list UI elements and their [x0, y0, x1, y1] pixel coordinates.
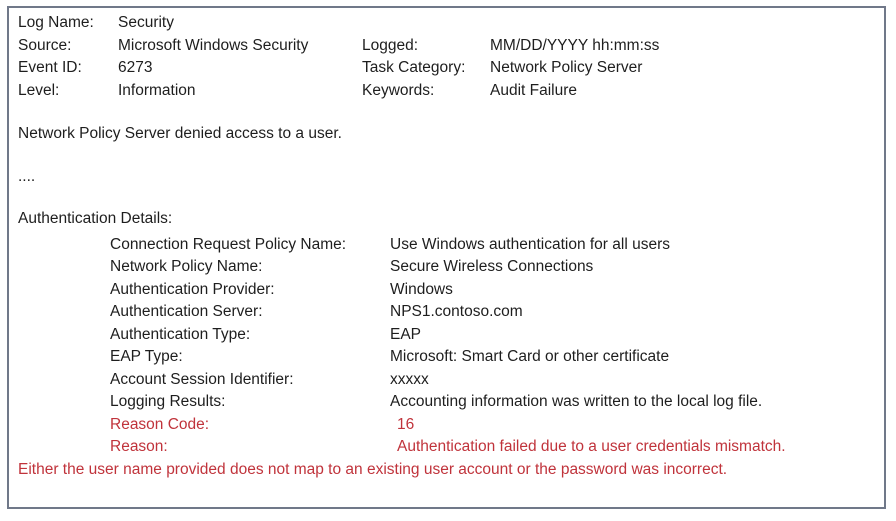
authentication-server-row: [110, 301, 878, 324]
eap-type-value: Microsoft: Smart Card or other certificate: [390, 348, 670, 365]
connection-request-policy-value: Use Windows authentication for all users: [390, 235, 670, 253]
authentication-server-label: Authentication Server:: [110, 303, 263, 320]
authentication-type-value: EAP: [390, 325, 422, 343]
source-value: Microsoft Windows Security: [118, 36, 309, 54]
event-log-box: [7, 6, 886, 509]
authentication-type-row: [110, 324, 878, 347]
authentication-provider-row: [110, 279, 878, 302]
keywords-label: Keywords:: [362, 81, 435, 99]
auth-details-list: [18, 234, 878, 459]
reason-code-value: 16: [397, 415, 415, 433]
account-session-identifier-row: [110, 369, 878, 392]
authentication-provider-value: Windows: [390, 280, 453, 298]
logged-value: MM/DD/YYYY hh:mm:ss: [490, 36, 660, 54]
logged-label: Logged:: [362, 36, 419, 54]
event-description: Network Policy Server denied access to a user.: [18, 125, 342, 142]
authentication-type-label: Authentication Type:: [110, 325, 251, 343]
authentication-provider-label: Authentication Provider:: [110, 280, 275, 298]
keywords-value: Audit Failure: [490, 81, 578, 99]
reason-label: Reason:: [110, 438, 168, 455]
authentication-server-value: NPS1.contoso.com: [390, 303, 523, 320]
log-name-value: Security: [118, 14, 174, 31]
account-session-identifier-value: xxxxx: [390, 370, 429, 388]
reason-code-row: [110, 414, 878, 437]
task-category-label: Task Category:: [362, 59, 466, 76]
logging-results-label: Logging Results:: [110, 393, 226, 410]
source-row: [18, 35, 878, 58]
connection-request-policy-row: [110, 234, 878, 257]
logging-results-row: [110, 391, 878, 414]
eap-type-label: EAP Type:: [110, 348, 183, 365]
auth-details-heading: Authentication Details:: [18, 210, 173, 227]
account-session-identifier-label: Account Session Identifier:: [110, 370, 294, 388]
network-policy-name-value: Secure Wireless Connections: [390, 258, 594, 275]
connection-request-policy-label: Connection Request Policy Name:: [110, 235, 347, 253]
level-value: Information: [118, 81, 196, 99]
log-name-label: Log Name:: [18, 14, 94, 31]
reason-detail-text: Either the user name provided does not map to an existing user account or the password was incorrect.: [18, 460, 728, 478]
level-label: Level:: [18, 81, 60, 99]
task-category-value: Network Policy Server: [490, 59, 643, 76]
reason-value: Authentication failed due to a user credentials mismatch.: [397, 438, 786, 455]
level-row: [18, 80, 878, 103]
source-label: Source:: [18, 36, 72, 54]
logging-results-value: Accounting information was written to the local log file.: [390, 393, 763, 410]
log-name-row: [18, 12, 878, 35]
event-id-row: [18, 57, 878, 80]
ellipsis-text: ....: [18, 167, 36, 185]
reason-row: [110, 436, 878, 459]
network-policy-name-row: [110, 256, 878, 279]
eap-type-row: [110, 346, 878, 369]
event-id-label: Event ID:: [18, 59, 82, 76]
event-id-value: 6273: [118, 59, 153, 76]
reason-code-label: Reason Code:: [110, 415, 210, 433]
event-header: [18, 12, 878, 102]
network-policy-name-label: Network Policy Name:: [110, 258, 263, 275]
